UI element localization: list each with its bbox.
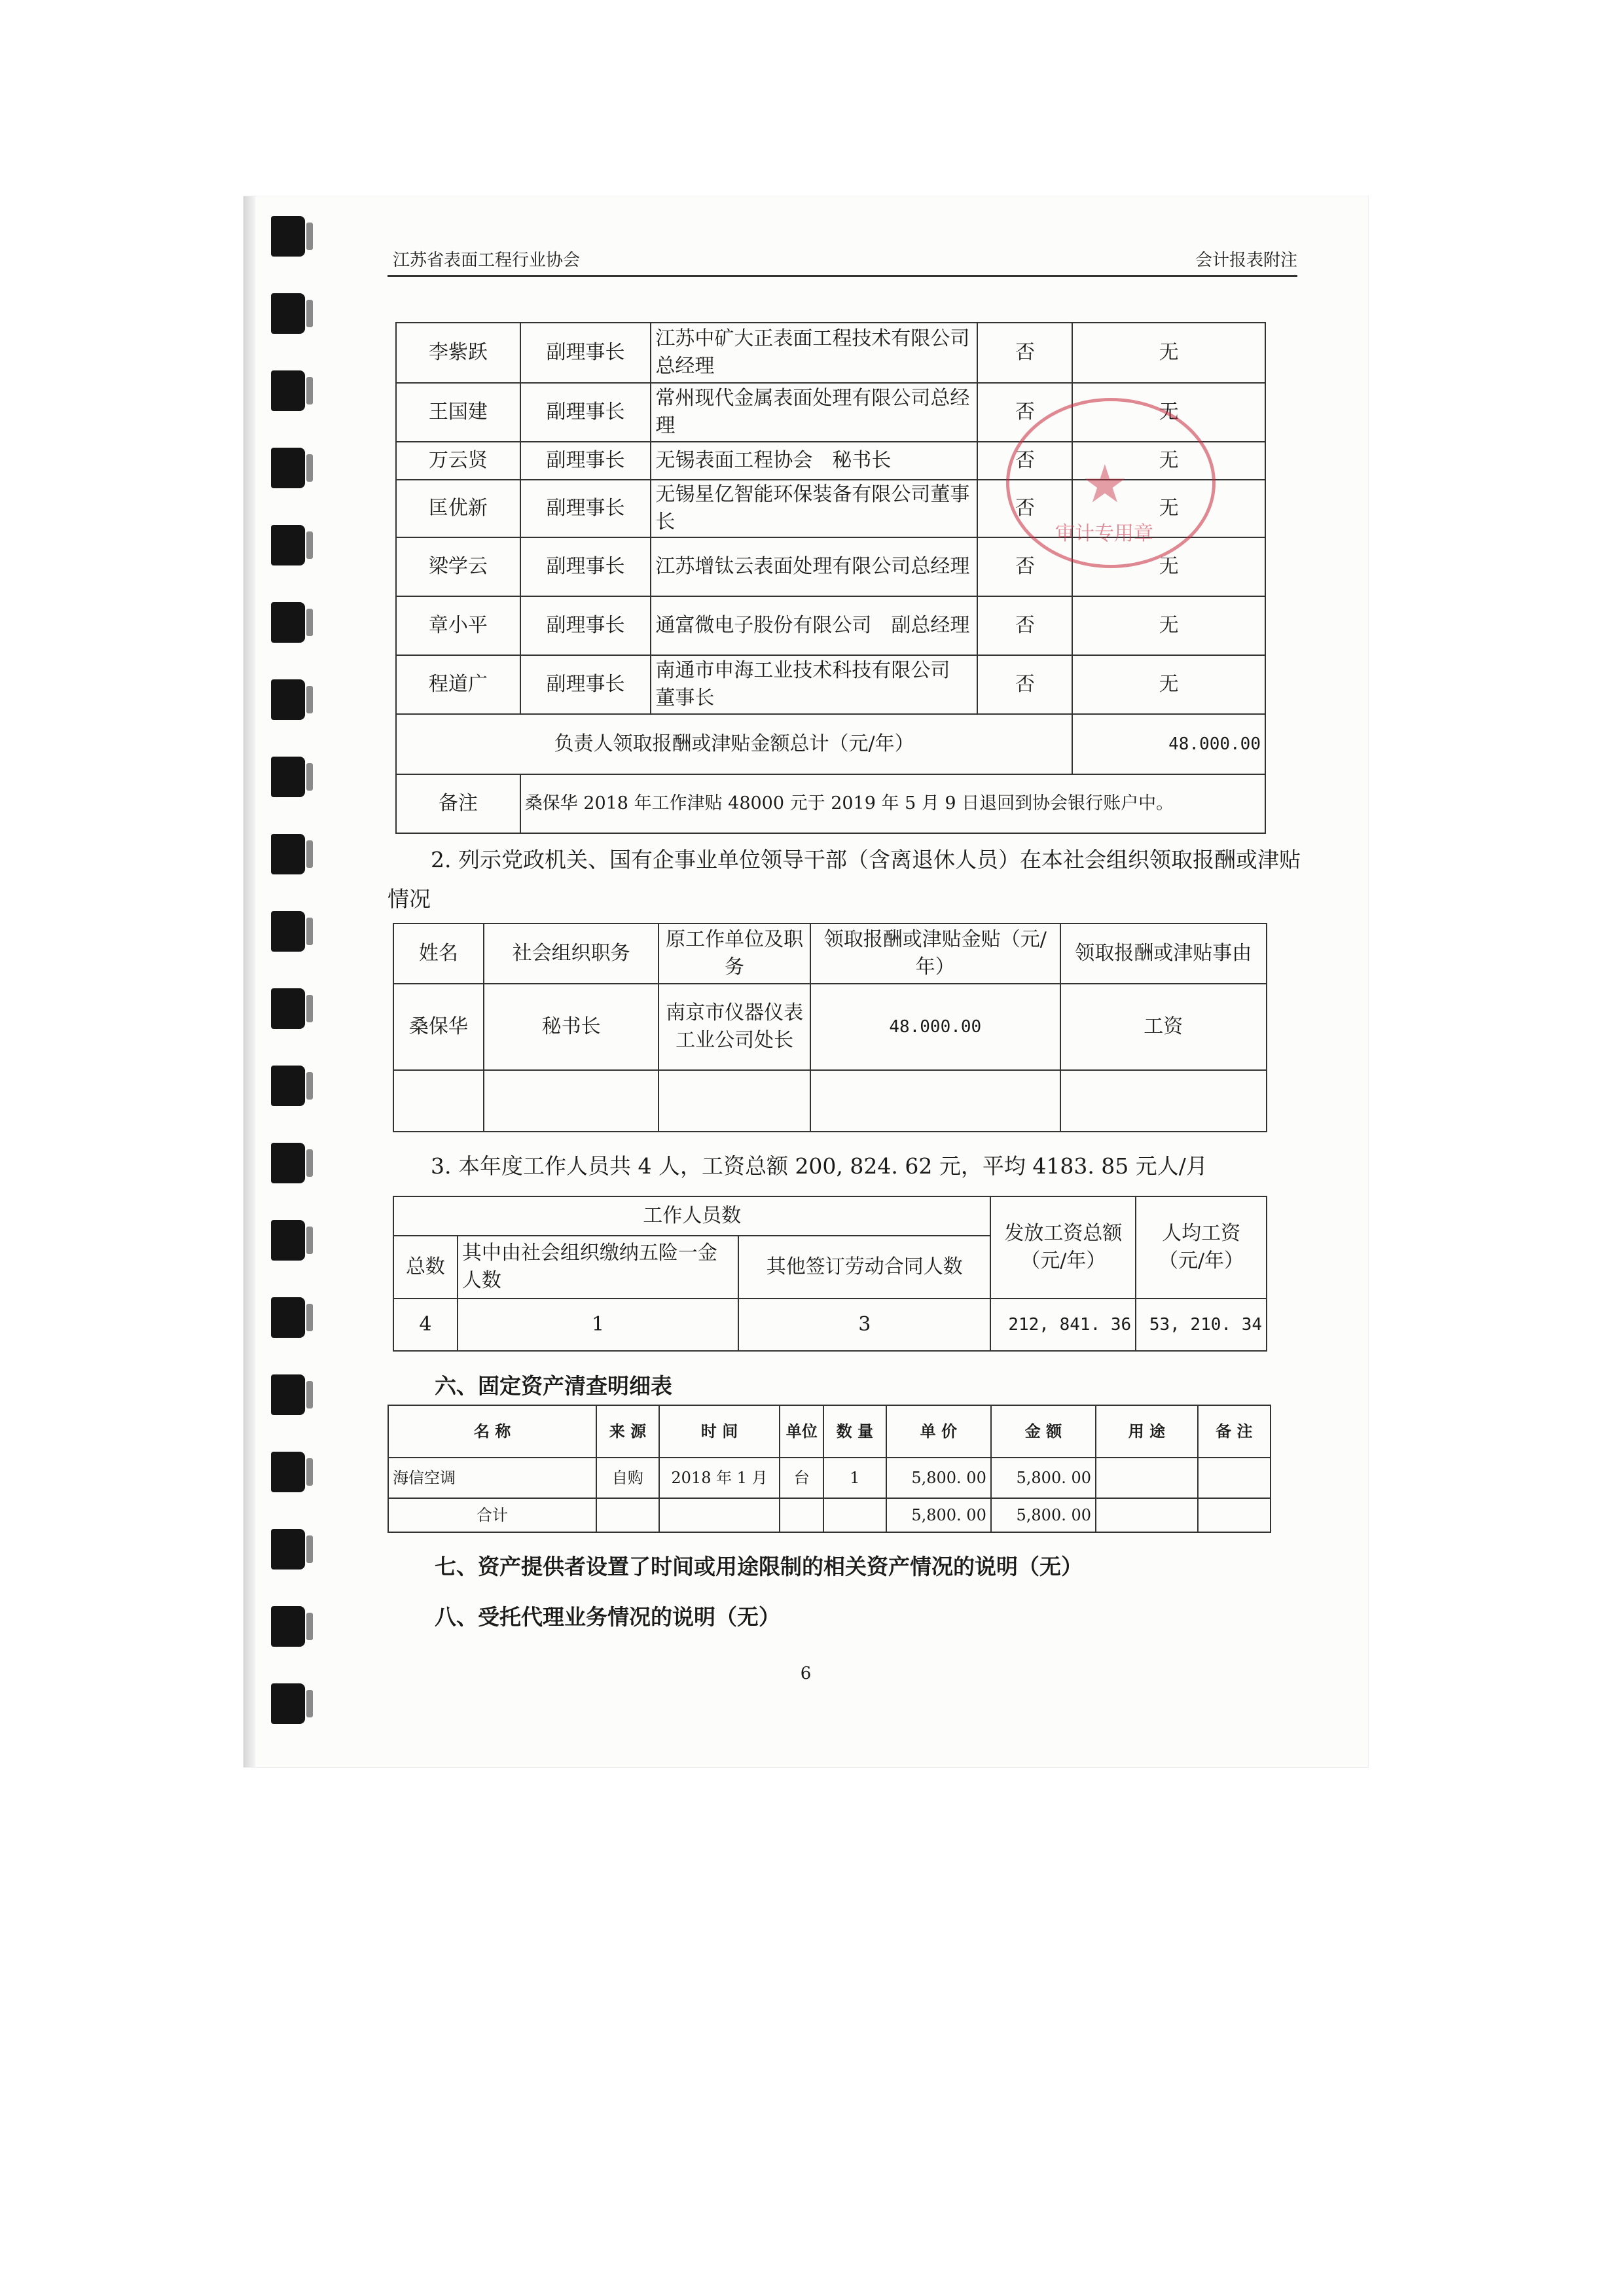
asset-total-label: 合计	[388, 1498, 596, 1532]
cadre-table	[393, 923, 1267, 1132]
leader-position: 副理事长	[520, 537, 651, 596]
binding-ring	[271, 1066, 305, 1106]
seal-label: 审计专用章	[1055, 522, 1153, 545]
cadre-origin: 南京市仪器仪表工业公司处长	[659, 984, 810, 1070]
leader-name: 章小平	[396, 596, 520, 655]
leader-flag: 否	[977, 655, 1072, 714]
leader-flag: 否	[977, 537, 1072, 596]
asset-price: 5,800. 00	[886, 1458, 991, 1498]
spiral-binding	[244, 196, 316, 1767]
leader-flag: 否	[977, 383, 1072, 442]
cadre-position: 秘书长	[484, 984, 659, 1070]
staff-table	[393, 1196, 1267, 1352]
binding-ring	[271, 757, 305, 797]
total-label: 负责人领取报酬或津贴金额总计（元/年）	[396, 714, 1072, 774]
binding-ring	[271, 1452, 305, 1492]
cadre-amount: 48.000.00	[810, 984, 1060, 1070]
col-header: 来 源	[596, 1405, 659, 1458]
col-header: 人均工资（元/年）	[1136, 1196, 1267, 1299]
binding-ring	[271, 1143, 305, 1183]
leader-employer: 南通市申海工业技术科技有限公司 董事长	[651, 655, 977, 714]
binding-ring	[271, 293, 305, 334]
asset-qty: 1	[823, 1458, 886, 1498]
binding-ring	[271, 602, 305, 643]
leader-position: 副理事长	[520, 480, 651, 537]
col-header: 名 称	[388, 1405, 596, 1458]
binding-ring	[271, 834, 305, 874]
staff-wage-total: 212, 841. 36	[990, 1299, 1136, 1351]
section2-heading: 2. 列示党政机关、国有企事业单位领导干部（含离退休人员）在本社会组织领取报酬或津贴情况	[388, 847, 1301, 912]
col-header: 发放工资总额（元/年）	[990, 1196, 1136, 1299]
leader-name: 梁学云	[396, 537, 520, 596]
section7-heading: 七、资产提供者设置了时间或用途限制的相关资产情况的说明（无）	[435, 1554, 1083, 1579]
col-header: 单 价	[886, 1405, 991, 1458]
table-row	[396, 655, 1265, 714]
staff-total: 4	[393, 1299, 458, 1351]
asset-time: 2018 年 1 月	[659, 1458, 780, 1498]
table-row	[396, 596, 1265, 655]
cadre-name: 桑保华	[393, 984, 484, 1070]
section3-heading: 3. 本年度工作人员共 4 人，工资总额 200, 824. 62 元，平均 4183. 85 元人/月	[431, 1153, 1208, 1179]
binding-ring	[271, 525, 305, 565]
leader-name: 匡优新	[396, 480, 520, 537]
binding-ring	[271, 1374, 305, 1415]
leader-employer: 江苏增钛云表面处理有限公司总经理	[651, 537, 977, 596]
leader-name: 万云贤	[396, 442, 520, 480]
remark-row	[396, 774, 1265, 833]
table-row	[393, 1299, 1267, 1351]
running-header	[388, 249, 1297, 277]
leader-flag: 否	[977, 442, 1072, 480]
leader-note: 无	[1072, 480, 1265, 537]
col-header: 单位	[780, 1405, 823, 1458]
table-row	[388, 1458, 1271, 1498]
leader-note: 无	[1072, 596, 1265, 655]
table-row	[393, 984, 1267, 1070]
binding-ring	[271, 911, 305, 952]
binding-ring	[271, 1683, 305, 1724]
page-number: 6	[800, 1664, 812, 1683]
cadre-reason: 工资	[1060, 984, 1267, 1070]
leader-employer: 无锡表面工程协会 秘书长	[651, 442, 977, 480]
header-org-name: 江苏省表面工程行业协会	[393, 251, 581, 270]
leader-position: 副理事长	[520, 596, 651, 655]
col-header: 原工作单位及职务	[659, 924, 810, 984]
binding-ring	[271, 1220, 305, 1261]
asset-name: 海信空调	[388, 1458, 596, 1498]
col-header: 其他签订劳动合同人数	[738, 1236, 990, 1299]
total-row	[396, 714, 1265, 774]
binding-ring	[271, 448, 305, 488]
asset-source: 自购	[596, 1458, 659, 1498]
col-header: 时 间	[659, 1405, 780, 1458]
col-header: 备 注	[1198, 1405, 1271, 1458]
leader-position: 副理事长	[520, 323, 651, 383]
leader-note: 无	[1072, 383, 1265, 442]
group-header: 工作人员数	[393, 1196, 990, 1236]
binding-ring	[271, 1606, 305, 1647]
binding-ring	[271, 1297, 305, 1338]
col-header: 其中由社会组织缴纳五险一金人数	[458, 1236, 738, 1299]
col-header: 领取报酬或津贴金贴（元/年）	[810, 924, 1060, 984]
binding-ring	[271, 679, 305, 720]
leader-employer: 通富微电子股份有限公司 副总经理	[651, 596, 977, 655]
col-header: 金 额	[991, 1405, 1096, 1458]
leader-name: 程道广	[396, 655, 520, 714]
leader-note: 无	[1072, 537, 1265, 596]
table-row-empty	[393, 1070, 1267, 1132]
leader-employer: 常州现代金属表面处理有限公司总经理	[651, 383, 977, 442]
binding-ring	[271, 1529, 305, 1570]
leader-position: 副理事长	[520, 442, 651, 480]
leader-name: 李紫跃	[396, 323, 520, 383]
asset-total-price: 5,800. 00	[886, 1498, 991, 1532]
leader-employer: 无锡星亿智能环保装备有限公司董事长	[651, 480, 977, 537]
section6-heading: 六、固定资产清查明细表	[435, 1373, 672, 1399]
document-page	[244, 196, 1368, 1767]
leader-position: 副理事长	[520, 655, 651, 714]
staff-other: 3	[738, 1299, 990, 1351]
col-header: 总数	[393, 1236, 458, 1299]
asset-unit: 台	[780, 1458, 823, 1498]
table-header-row	[393, 1196, 1267, 1236]
asset-note	[1198, 1458, 1271, 1498]
leader-flag: 否	[977, 480, 1072, 537]
remark-label: 备注	[396, 774, 520, 833]
table-header-row	[393, 924, 1267, 984]
leaders-table	[395, 322, 1266, 834]
leader-name: 王国建	[396, 383, 520, 442]
leader-note: 无	[1072, 655, 1265, 714]
remark-text: 桑保华 2018 年工作津贴 48000 元于 2019 年 5 月 9 日退回到协会银行账户中。	[520, 774, 1265, 833]
table-header-row	[388, 1405, 1271, 1458]
col-header: 数 量	[823, 1405, 886, 1458]
leader-position: 副理事长	[520, 383, 651, 442]
leader-note: 无	[1072, 442, 1265, 480]
leader-flag: 否	[977, 323, 1072, 383]
leader-employer: 江苏中矿大正表面工程技术有限公司 总经理	[651, 323, 977, 383]
section8-heading: 八、受托代理业务情况的说明（无）	[435, 1604, 780, 1630]
leader-flag: 否	[977, 596, 1072, 655]
asset-amount: 5,800. 00	[991, 1458, 1096, 1498]
col-header: 用 途	[1096, 1405, 1198, 1458]
asset-total-amount: 5,800. 00	[991, 1498, 1096, 1532]
binding-ring	[271, 988, 305, 1029]
seal-star-icon: ★	[1081, 454, 1128, 514]
binding-ring	[271, 216, 305, 257]
fixed-assets-table	[388, 1405, 1271, 1533]
asset-use	[1096, 1458, 1198, 1498]
staff-social-ins: 1	[458, 1299, 738, 1351]
total-value: 48.000.00	[1072, 714, 1265, 774]
staff-avg-wage: 53, 210. 34	[1136, 1299, 1267, 1351]
leader-note: 无	[1072, 323, 1265, 383]
table-row	[396, 323, 1265, 383]
total-row	[388, 1498, 1271, 1532]
binding-ring	[271, 370, 305, 411]
col-header: 社会组织职务	[484, 924, 659, 984]
col-header: 领取报酬或津贴事由	[1060, 924, 1267, 984]
header-doc-title: 会计报表附注	[1195, 251, 1297, 270]
col-header: 姓名	[393, 924, 484, 984]
